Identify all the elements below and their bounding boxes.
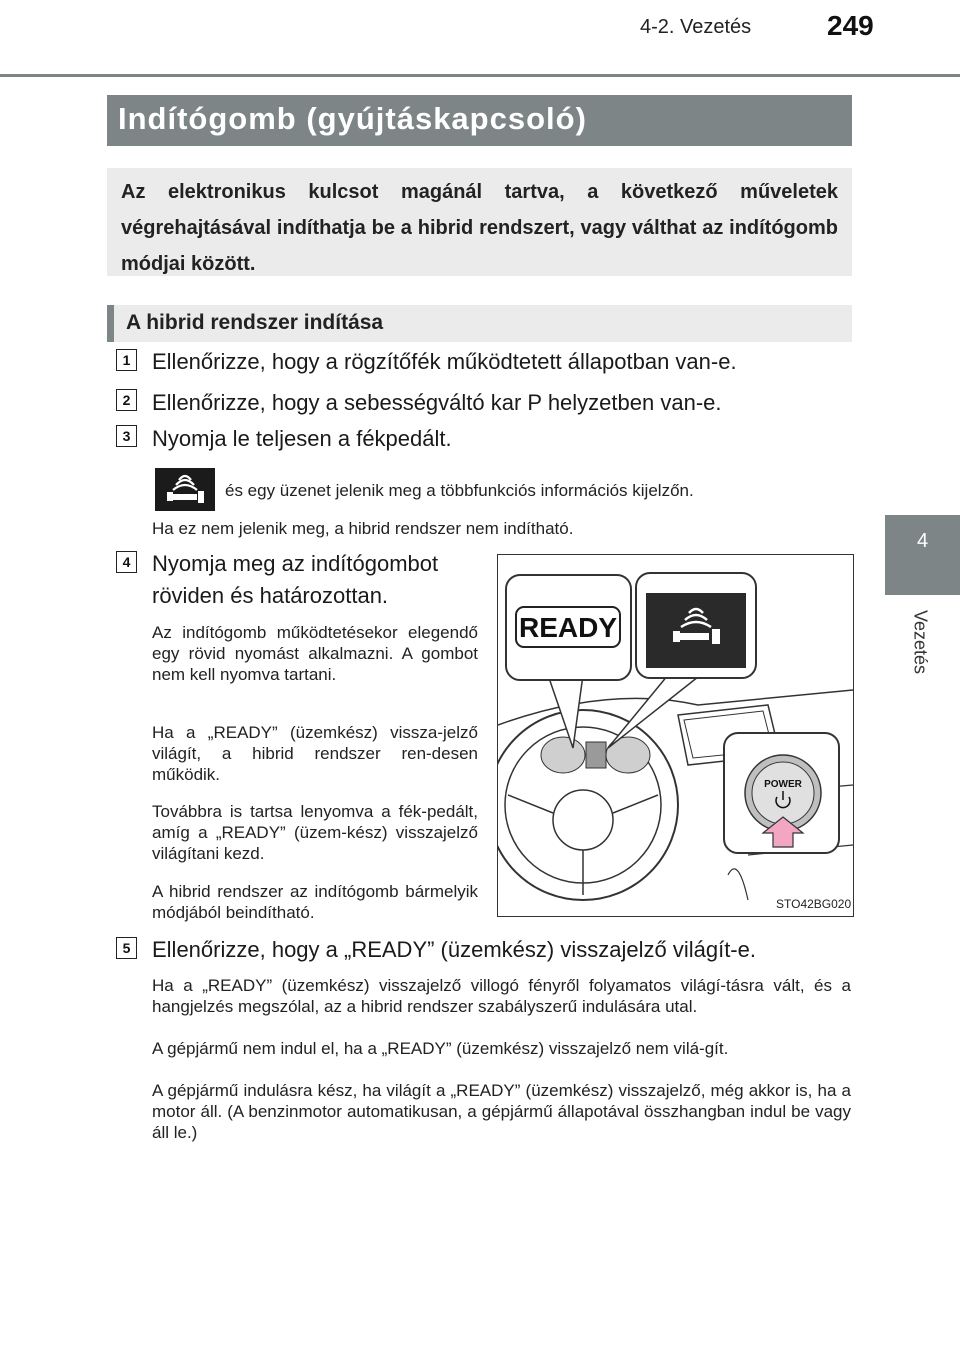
step-3-note: Ha ez nem jelenik meg, a hibrid rendszer nem indítható. <box>152 519 574 538</box>
step-3-text: Nyomja le teljesen a fékpedált. <box>152 426 452 451</box>
step-4-note-3: Továbbra is tartsa lenyomva a fék-pedált, amíg a „READY” (üzem-kész) visszajelző világítani kezd. <box>152 802 478 863</box>
intro-text: Az elektronikus kulcsot magánál tartva, a következő műveletek végrehajtásával indíthatja be a hibrid rendszert, vagy válthat az indítógomb módjai között. <box>121 181 838 275</box>
step-1-text: Ellenőrizze, hogy a rögzítőfék működtetett állapotban van-e. <box>152 349 737 374</box>
subheading-accent <box>107 305 114 342</box>
page-title: Indítógomb (gyújtáskapcsoló) <box>118 101 587 136</box>
step-4-note-2: Ha a „READY” (üzemkész) vissza-jelző világít, a hibrid rendszer ren-desen működik. <box>152 723 478 784</box>
step-4-text-line2: röviden és határozottan. <box>152 583 389 608</box>
step-number-1: 1 <box>116 349 137 371</box>
chapter-label-text: Vezetés <box>910 610 931 675</box>
step-5-note-1: Ha a „READY” (üzemkész) visszajelző villogó fényről folyamatos világí-tásra vált, és a hangjelzés megszólal, az a hibrid rendszer szabályszerű indulására utal. <box>152 976 851 1016</box>
chapter-label <box>880 610 960 690</box>
step-4-text-line1: Nyomja meg az indítógombot <box>152 551 439 576</box>
power-label: POWER <box>764 779 802 790</box>
step-4-note-4: A hibrid rendszer az indítógomb bármelyik módjából beindítható. <box>152 882 478 922</box>
ready-label: READY <box>518 612 618 643</box>
step-number-5: 5 <box>116 937 137 959</box>
figure-code: STO42BG020 <box>776 897 852 911</box>
section-header: 4-2. Vezetés <box>640 16 752 38</box>
chapter-tab <box>885 515 960 595</box>
step-4-note-1: Az indítógomb működtetésekor elegendő egy rövid nyomást alkalmazni. A gombot nem kell nyomva tartani. <box>152 623 478 684</box>
dashboard-illustration <box>497 554 854 917</box>
step-2-text: Ellenőrizze, hogy a sebességváltó kar P helyzetben van-e. <box>152 390 722 415</box>
subheading: A hibrid rendszer indítása <box>126 311 384 334</box>
step-5-note-2: A gépjármű nem indul el, ha a „READY” (üzemkész) visszajelző nem vilá-gít. <box>152 1039 729 1058</box>
brake-pedal-icon <box>155 468 215 511</box>
step-5-text: Ellenőrizze, hogy a „READY” (üzemkész) visszajelző világít-e. <box>152 937 756 962</box>
step-number-4: 4 <box>116 551 137 573</box>
step-number-3: 3 <box>116 425 137 447</box>
step-5-note-3: A gépjármű indulásra kész, ha világít a „READY” (üzemkész) visszajelző, még akkor is, ha a motor áll. (A benzinmotor automatikusan, a gépjármű állapotával összhangban indul be vagy áll le.) <box>152 1081 851 1142</box>
chapter-number: 4 <box>916 530 929 552</box>
step-3-message: és egy üzenet jelenik meg a többfunkciós információs kijelzőn. <box>225 481 694 500</box>
header-rule <box>0 74 960 77</box>
page-number: 249 <box>827 10 874 41</box>
step-number-2: 2 <box>116 389 137 411</box>
